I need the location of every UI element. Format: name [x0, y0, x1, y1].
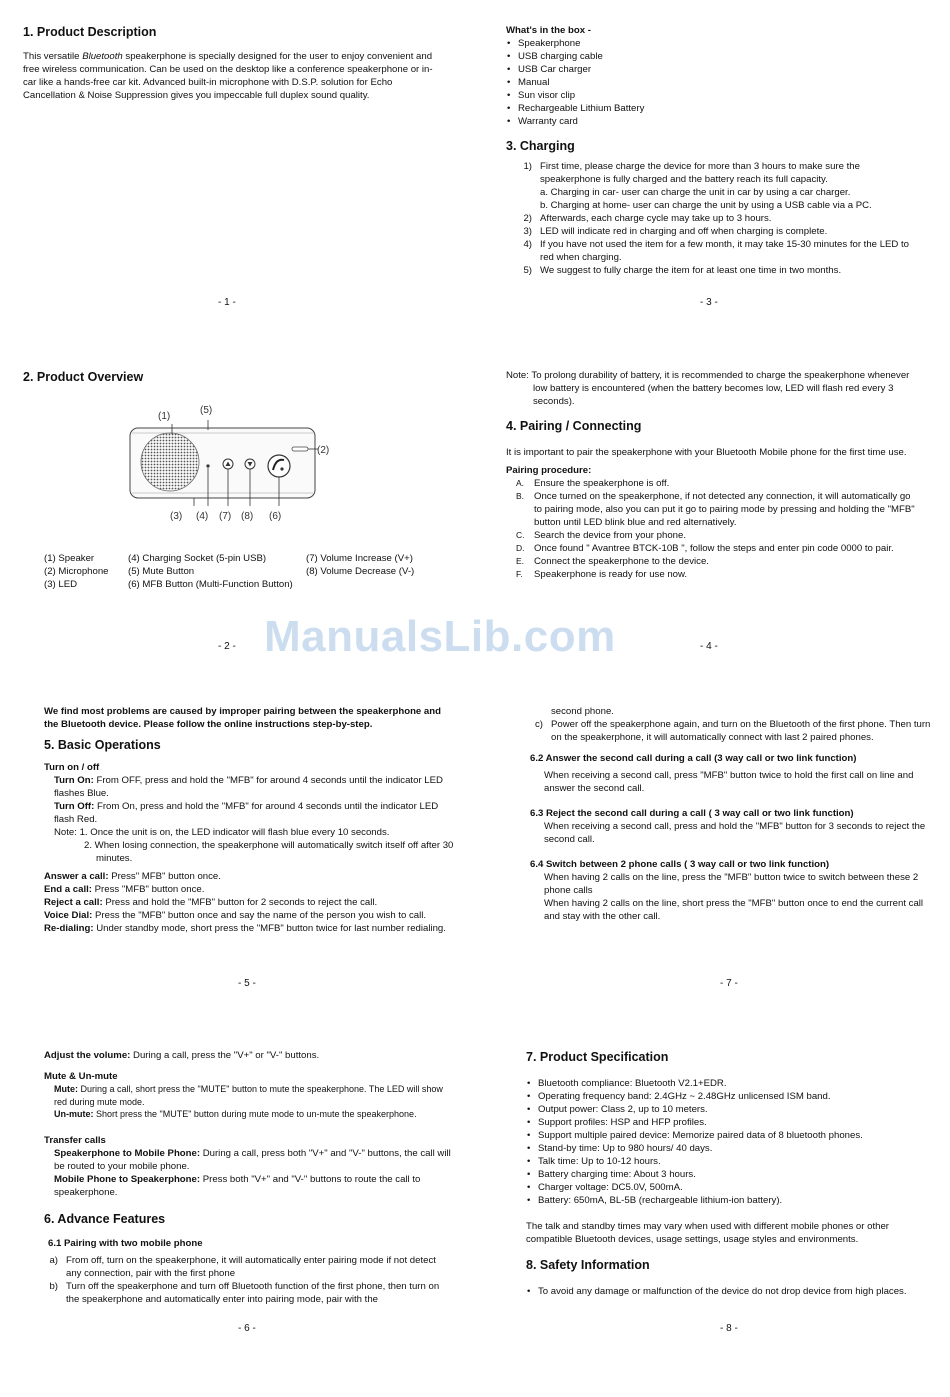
list-item: • Warranty card	[506, 115, 916, 128]
list-item: • Sun visor clip	[506, 89, 916, 102]
page-6	[44, 1049, 454, 1306]
legend-column-1	[44, 552, 109, 591]
list-item: b. Charging at home- user can charge the unit by using a USB cable via a PC.	[540, 200, 872, 211]
page-number-4: - 4 -	[700, 641, 718, 652]
list-item: • Rechargeable Lithium Battery	[506, 102, 916, 115]
legend-item: (2) Microphone	[44, 566, 109, 577]
turn-on-text: Turn On: From OFF, press and hold the "MFB" for around 4 seconds until the indicator LED flashes Blue.	[54, 775, 443, 799]
list-item: b) Turn off the speakerphone and turn off Bluetooth function of the first phone, then turn on the speakerphone and automatically enter into pairing mode, pair with the	[49, 1280, 440, 1305]
operation-item: Reject a call: Press and hold the "MFB" button for 2 seconds to reject the call.	[44, 897, 378, 908]
battery-note: Note: To prolong durability of battery, it is recommended to charge the speakerphone whenever low battery is encountered (when the battery becomes low, LED will flash red every 3 seconds).	[506, 370, 910, 407]
page-number-1: - 1 -	[218, 297, 236, 308]
page-number-3: - 3 -	[700, 297, 718, 308]
watermark: ManualsLib.com	[264, 612, 616, 661]
page-2	[23, 369, 443, 395]
section-6-4-text-2: When having 2 calls on the line, short press the "MFB" button once to end the current call and stay with the other call.	[544, 898, 924, 922]
unmute-text: Un-mute: Short press the "MUTE" button during mute mode to un-mute the speakerphone.	[54, 1109, 417, 1119]
legend-item: (7) Volume Increase (V+)	[306, 553, 413, 564]
callout-8: (8)	[241, 511, 254, 522]
callout-5: (5)	[200, 405, 213, 416]
safety-list	[526, 1285, 931, 1298]
list-item: A. Ensure the speakerphone is off.	[516, 478, 670, 489]
product-diagram	[120, 400, 340, 525]
product-description-heading: 1. Product Description	[23, 25, 157, 39]
transfer-calls-heading: Transfer calls	[44, 1134, 106, 1146]
list-item: • Manual	[506, 76, 916, 89]
whats-in-box-heading: What's in the box -	[506, 25, 591, 36]
callout-6: (6)	[269, 511, 282, 522]
page-number-8: - 8 -	[720, 1323, 738, 1334]
list-item: D. Once found " Avantree BTCK-10B ", follow the steps and enter pin code 0000 to pair.	[516, 543, 894, 554]
list-item: 5) We suggest to fully charge the item for at least one time in two months.	[523, 265, 842, 276]
list-item: a. Charging in car- user can charge the unit in car by using a car charger.	[540, 187, 851, 198]
pairing-intro: It is important to pair the speakerphone with your Bluetooth Mobile phone for the first time use.	[506, 447, 907, 458]
mobile-to-speaker-text: Mobile Phone to Speakerphone: Press both "V+" and "V-" buttons to route the call to speakerphone.	[54, 1173, 421, 1198]
list-item: • USB charging cable	[506, 50, 916, 63]
page-number-5: - 5 -	[238, 978, 256, 989]
callout-3: (3)	[170, 511, 183, 522]
charging-steps	[506, 160, 916, 277]
pairing-warning: We find most problems are caused by improper pairing between the speakerphone and the Bluetooth device. Please follow the online instructions step-by-step.	[44, 706, 441, 730]
list-item: • Stand-by time: Up to 980 hours/ 40 days.	[526, 1142, 931, 1155]
advance-features-heading: 6. Advance Features	[44, 1211, 166, 1226]
mfb-button	[268, 455, 290, 477]
page-8	[526, 1049, 931, 1298]
section-6-2-text: When receiving a second call, press "MFB" button twice to hold the first call on line and answer the second call.	[544, 770, 914, 794]
product-description-text: This versatile Bluetooth speakerphone is specially designed for the user to enjoy convenient and free wireless communication. Can be used on the desktop like a conference speakerphone or in-car like a hands-free car kit. Advanced built-in microphone with D.S.P. solution for Echo Cancellation & Noise Suppression gives you impeccable full duplex sound quality.	[23, 51, 433, 101]
list-item: a) From off, turn on the speakerphone, it will automatically enter pairing mode if not detect any connection, pair with the first phone	[49, 1254, 436, 1279]
basic-operations-heading: 5. Basic Operations	[44, 738, 161, 752]
page-1	[23, 24, 443, 110]
list-item: • Support profiles: HSP and HFP profiles.	[526, 1116, 931, 1129]
page-5	[44, 705, 454, 935]
callout-1: (1)	[158, 411, 171, 422]
turn-off-text: Turn Off: From On, press and hold the "MFB" for around 4 seconds until the indicator LED flash Red.	[54, 801, 439, 825]
page-number-6: - 6 -	[238, 1323, 256, 1334]
legend-item: (6) MFB Button (Multi-Function Button)	[128, 579, 293, 590]
callout-7: (7)	[219, 511, 232, 522]
section-6-3-heading: 6.3 Reject the second call during a call ( 3 way call or two link function)	[530, 808, 854, 819]
spec-list	[526, 1077, 931, 1207]
product-overview-heading: 2. Product Overview	[23, 370, 144, 384]
safety-heading: 8. Safety Information	[526, 1258, 650, 1272]
microphone-slot	[292, 447, 308, 451]
pairing-procedure-heading: Pairing procedure:	[506, 465, 592, 476]
section-6-4-heading: 6.4 Switch between 2 phone calls ( 3 way call or two link function)	[530, 859, 830, 870]
speaker-to-mobile-text: Speakerphone to Mobile Phone: During a call, press both "V+" and "V-" buttons, the call will be routed to your mobile phone.	[54, 1147, 451, 1172]
pairing-heading: 4. Pairing / Connecting	[506, 419, 642, 433]
page-4	[506, 369, 916, 581]
list-item: • Talk time: Up to 10-12 hours.	[526, 1155, 931, 1168]
list-item: 3) LED will indicate red in charging and off when charging is complete.	[523, 226, 828, 237]
legend-item: (8) Volume Decrease (V-)	[306, 566, 415, 577]
list-item: • Speakerphone	[506, 37, 916, 50]
note-1: Note: 1. Once the unit is on, the LED indicator will flash blue every 10 seconds.	[54, 827, 390, 838]
section-6-3-text: When receiving a second call, press and hold the "MFB" button for 3 seconds to reject the second call.	[544, 821, 926, 845]
section-6-4-text-1: When having 2 calls on the line, press the "MFB" button twice to switch between these 2 phone calls	[544, 872, 919, 896]
product-specification-heading: 7. Product Specification	[526, 1050, 669, 1064]
spec-note: The talk and standby times may vary when used with different mobile phones or other compatible Bluetooth devices, usage settings, usage styles and environments.	[526, 1221, 889, 1245]
legend-column-3	[306, 552, 414, 578]
page-number-7: - 7 -	[720, 978, 738, 989]
list-item: • Operating frequency band: 2.4GHz ~ 2.48GHz unlicensed ISM band.	[526, 1090, 931, 1103]
operation-item: Re-dialing: Under standby mode, short press the "MFB" button twice for last number redialing.	[44, 923, 446, 934]
list-item: C. Search the device from your phone.	[516, 530, 686, 541]
turn-on-off-heading: Turn on / off	[44, 762, 100, 773]
callout-4: (4)	[196, 511, 209, 522]
section-6-1-heading: 6.1 Pairing with two mobile phone	[48, 1237, 203, 1249]
list-item: F. Speakerphone is ready for use now.	[516, 569, 688, 580]
list-item: • Battery: 650mA, BL-5B (rechargeable lithium-ion battery).	[526, 1194, 931, 1207]
box-contents-list	[506, 37, 916, 128]
page-3	[506, 24, 916, 277]
list-item: • USB Car charger	[506, 63, 916, 76]
list-item: • Support multiple paired device: Memorize paired data of 8 bluetooth phones.	[526, 1129, 931, 1142]
list-item: • Battery charging time: About 3 hours.	[526, 1168, 931, 1181]
page-number-2: - 2 -	[218, 641, 236, 652]
list-item: c) Power off the speakerphone again, and turn on the Bluetooth of the first phone. Then turn on the speakerphone, it will automatically connect with last 2 paired phones.	[535, 719, 931, 743]
list-item: 4) If you have not used the item for a few month, it may take 15-30 minutes for the LED to red when charging.	[523, 239, 910, 263]
list-item: B. Once turned on the speakerphone, if not detected any connection, it will automatically go to pairing mode, also you can put it go to pairing mode by pressing and holding the "MFB" button until LED blink blue and red alternatively.	[516, 491, 915, 528]
list-item: • Charger voltage: DC5.0V, 500mA.	[526, 1181, 931, 1194]
list-item: • Bluetooth compliance: Bluetooth V2.1+EDR.	[526, 1077, 931, 1090]
operation-item: Voice Dial: Press the "MFB" button once and say the name of the person you wish to call.	[44, 910, 427, 921]
page-7	[530, 705, 935, 923]
legend-item: (4) Charging Socket (5-pin USB)	[128, 553, 267, 564]
legend-column-2	[128, 552, 293, 591]
mute-heading: Mute & Un-mute	[44, 1071, 118, 1082]
adjust-volume-text: Adjust the volume: During a call, press the "V+" or "V-" buttons.	[44, 1050, 320, 1061]
led-indicator	[206, 464, 209, 467]
continued-text: second phone.	[551, 706, 614, 717]
operation-item: Answer a call: Press" MFB" button once.	[44, 871, 221, 882]
note-2: 2. When losing connection, the speakerphone will automatically switch itself off after 30 minutes.	[84, 840, 454, 864]
callout-2: (2)	[317, 445, 330, 456]
legend-item: (3) LED	[44, 579, 78, 590]
mute-text: Mute: During a call, short press the "MUTE" button to mute the speakerphone. The LED will show red during mute mode.	[54, 1084, 443, 1107]
list-item: 1) First time, please charge the device for more than 3 hours to make sure the speakerphone is fully charged and the battery reach its full capacity.	[523, 161, 860, 185]
operation-item: End a call: Press "MFB" button once.	[44, 884, 205, 895]
list-item: • Output power: Class 2, up to 10 meters.	[526, 1103, 931, 1116]
legend-item: (5) Mute Button	[128, 566, 195, 577]
list-item: 2) Afterwards, each charge cycle may take up to 3 hours.	[523, 213, 772, 224]
section-6-2-heading: 6.2 Answer the second call during a call (3 way call or two link function)	[530, 753, 857, 764]
legend-item: (1) Speaker	[44, 553, 95, 564]
list-item: E. Connect the speakerphone to the device.	[516, 556, 709, 567]
list-item: • To avoid any damage or malfunction of the device do not drop device from high places.	[526, 1285, 931, 1298]
charging-heading: 3. Charging	[506, 139, 575, 153]
pairing-steps	[506, 477, 916, 581]
